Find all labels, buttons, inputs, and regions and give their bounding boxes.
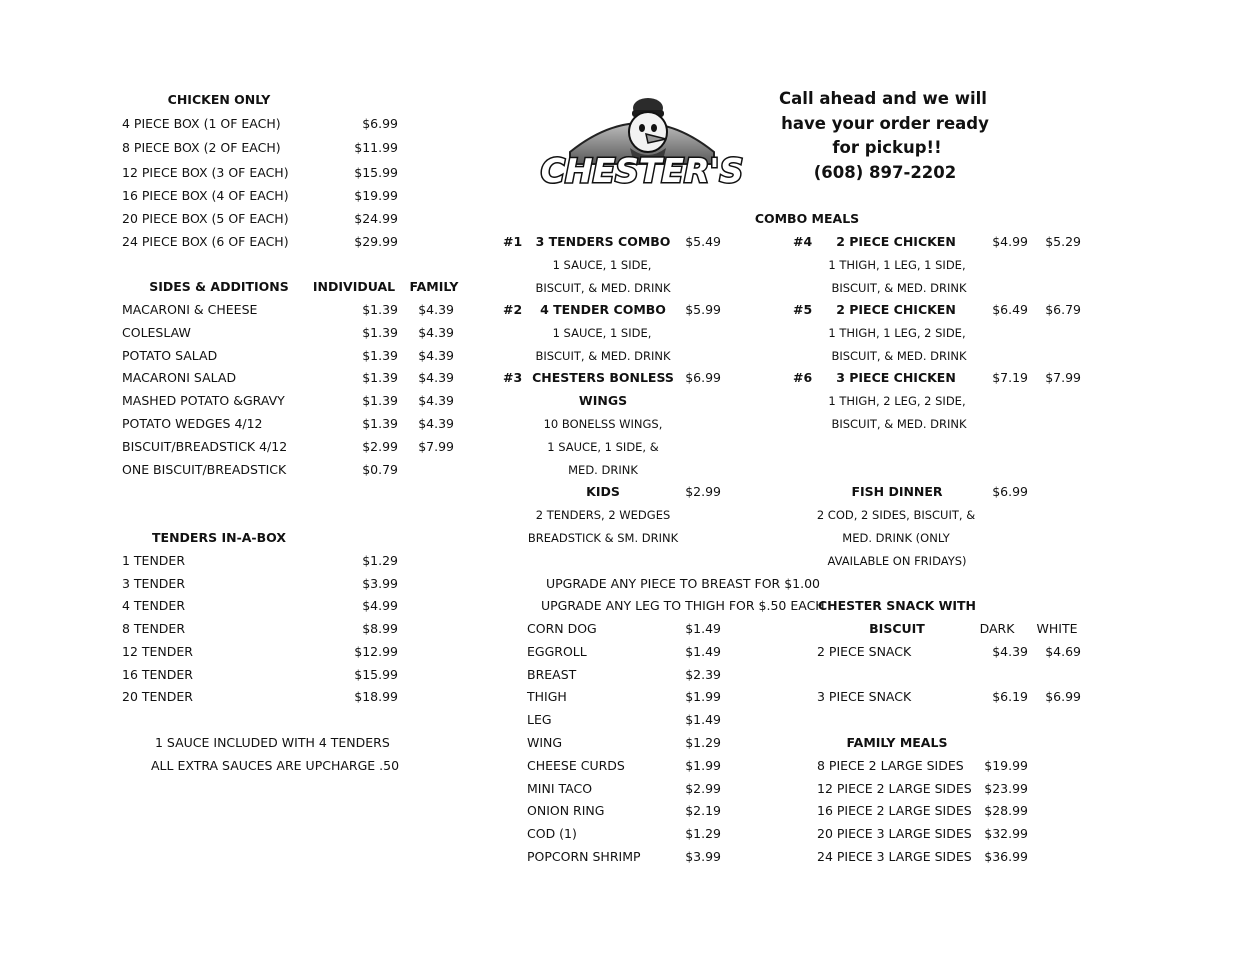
dark-header: DARK: [979, 621, 1015, 636]
menu-item-price: $1.99: [685, 689, 721, 704]
chesters-logo: [540, 84, 744, 196]
combo-description: 1 SAUCE, 1 SIDE,: [552, 326, 652, 340]
tenders-title: TENDERS IN-A-BOX: [152, 530, 286, 545]
family-price: $4.39: [418, 416, 454, 431]
combo-number: #5: [793, 302, 813, 317]
menu-item-name: 12 TENDER: [122, 644, 193, 659]
combo-name: 2 PIECE CHICKEN: [836, 302, 956, 317]
combo-price-dark: $7.19: [992, 370, 1028, 385]
combo-description: BISCUIT, & MED. DRINK: [535, 349, 671, 363]
combo-number: #1: [503, 234, 523, 249]
menu-item-price: $24.99: [354, 211, 398, 226]
family-price: $4.39: [418, 348, 454, 363]
menu-item-price: $1.29: [362, 553, 398, 568]
menu-item-price: $6.99: [362, 116, 398, 131]
snack-title: CHESTER SNACK WITH: [818, 598, 976, 613]
menu-item-price: $15.99: [354, 667, 398, 682]
phone-number: (608) 897-2202: [813, 163, 957, 182]
menu-item-name: ONION RING: [527, 803, 605, 818]
menu-item-price: $18.99: [354, 689, 398, 704]
menu-item-price: $1.99: [685, 758, 721, 773]
menu-item-name: 16 PIECE BOX (4 OF EACH): [122, 188, 289, 203]
family-price: $7.99: [418, 439, 454, 454]
combo-number: #4: [793, 234, 813, 249]
menu-item-name: 16 TENDER: [122, 667, 193, 682]
menu-item-name: 1 TENDER: [122, 553, 186, 568]
combo-description: 1 THIGH, 1 LEG, 2 SIDE,: [828, 326, 966, 340]
menu-item-name: POTATO WEDGES 4/12: [122, 416, 263, 431]
individual-price: $1.39: [362, 348, 398, 363]
menu-item-name: POTATO SALAD: [122, 348, 218, 363]
callout-line: Call ahead and we will: [779, 89, 987, 108]
white-price: $6.99: [1045, 689, 1081, 704]
menu-item-name: MACARONI SALAD: [122, 370, 237, 385]
individual-price: $1.39: [362, 302, 398, 317]
menu-item-name: 12 PIECE BOX (3 OF EACH): [122, 165, 289, 180]
individual-price: $1.39: [362, 416, 398, 431]
combo-description: BISCUIT, & MED. DRINK: [831, 281, 967, 295]
menu-item-price: $19.99: [354, 188, 398, 203]
menu-item-name: LEG: [527, 712, 552, 727]
sauce-upcharge-note: ALL EXTRA SAUCES ARE UPCHARGE .50: [151, 758, 400, 773]
combo-name: 2 PIECE CHICKEN: [836, 234, 956, 249]
menu-item-name: MINI TACO: [527, 781, 593, 796]
chicken-only-title: CHICKEN ONLY: [167, 92, 271, 107]
white-header: WHITE: [1036, 621, 1078, 636]
svg-text:CHESTER'S: CHESTER'S: [540, 151, 744, 190]
fish-dinner-name: FISH DINNER: [851, 484, 943, 499]
combo-description: 1 SAUCE, 1 SIDE,: [552, 258, 652, 272]
combo-price-dark: $4.99: [992, 234, 1028, 249]
individual-price: $1.39: [362, 393, 398, 408]
sides-title: SIDES & ADDITIONS: [149, 279, 289, 294]
combo-name: 3 PIECE CHICKEN: [836, 370, 956, 385]
menu-item-name: 20 PIECE 3 LARGE SIDES: [817, 826, 972, 841]
upgrade-thigh-note: UPGRADE ANY LEG TO THIGH FOR $.50 EACH: [541, 598, 825, 613]
menu-item-price: $11.99: [354, 140, 398, 155]
kids-meal-description: BREADSTICK & SM. DRINK: [527, 531, 679, 545]
menu-item-name: THIGH: [527, 689, 567, 704]
menu-item-price: $1.29: [685, 826, 721, 841]
individual-price: $1.39: [362, 325, 398, 340]
kids-meal-name: KIDS: [586, 484, 620, 499]
menu-item-name: 12 PIECE 2 LARGE SIDES: [817, 781, 972, 796]
menu-item-name: CORN DOG: [527, 621, 597, 636]
combo-price-dark: $6.49: [992, 302, 1028, 317]
menu-item-name: COLESLAW: [122, 325, 191, 340]
combo-number: #3: [503, 370, 523, 385]
fish-dinner-description: 2 COD, 2 SIDES, BISCUIT, &: [816, 508, 976, 522]
menu-item-price: $1.49: [685, 712, 721, 727]
dark-price: $6.19: [992, 689, 1028, 704]
combo-price: $6.99: [685, 370, 721, 385]
combo-number: #2: [503, 302, 523, 317]
menu-item-name: ONE BISCUIT/BREADSTICK: [122, 462, 287, 477]
menu-item-name: 24 PIECE 3 LARGE SIDES: [817, 849, 972, 864]
family-header: FAMILY: [409, 279, 459, 294]
menu-item-name: 16 PIECE 2 LARGE SIDES: [817, 803, 972, 818]
menu-item-name: WING: [527, 735, 563, 750]
menu-item-name: EGGROLL: [527, 644, 587, 659]
menu-item-price: $32.99: [984, 826, 1028, 841]
menu-item-price: $12.99: [354, 644, 398, 659]
menu-item-name: 8 TENDER: [122, 621, 186, 636]
menu-item-name: 24 PIECE BOX (6 OF EACH): [122, 234, 289, 249]
combo-description: MED. DRINK: [568, 463, 638, 477]
menu-item-price: $4.99: [362, 598, 398, 613]
combo-description: 1 THIGH, 1 LEG, 1 SIDE,: [828, 258, 966, 272]
individual-price: $1.39: [362, 370, 398, 385]
combo-price-white: $6.79: [1045, 302, 1081, 317]
menu-item-name: MACARONI & CHEESE: [122, 302, 258, 317]
family-price: $4.39: [418, 302, 454, 317]
fish-dinner-description: MED. DRINK (ONLY: [842, 531, 950, 545]
combo-description: BISCUIT, & MED. DRINK: [831, 349, 967, 363]
menu-item-price: $28.99: [984, 803, 1028, 818]
menu-item-name: BREAST: [527, 667, 577, 682]
menu-item-name: MASHED POTATO &GRAVY: [122, 393, 285, 408]
combo-name: 4 TENDER COMBO: [540, 302, 666, 317]
kids-meal-price: $2.99: [685, 484, 721, 499]
callout-line: have your order ready: [781, 114, 989, 133]
individual-price: $2.99: [362, 439, 398, 454]
combo-description: 10 BONELSS WINGS,: [543, 417, 663, 431]
menu-item-price: $2.19: [685, 803, 721, 818]
menu-item-name: POPCORN SHRIMP: [527, 849, 641, 864]
menu-item-price: $29.99: [354, 234, 398, 249]
combo-name: 3 TENDERS COMBO: [535, 234, 671, 249]
menu-item-name: 2 PIECE SNACK: [817, 644, 912, 659]
combo-price: $5.99: [685, 302, 721, 317]
menu-item-price: $2.39: [685, 667, 721, 682]
menu-item-name: CHEESE CURDS: [527, 758, 625, 773]
menu-item-name: 4 TENDER: [122, 598, 186, 613]
menu-item-price: $19.99: [984, 758, 1028, 773]
menu-item-price: $2.99: [685, 781, 721, 796]
combo-description: BISCUIT, & MED. DRINK: [535, 281, 671, 295]
menu-item-name: 3 TENDER: [122, 576, 186, 591]
individual-price: $0.79: [362, 462, 398, 477]
combo-price-white: $7.99: [1045, 370, 1081, 385]
menu-item-price: $8.99: [362, 621, 398, 636]
menu-item-name: COD (1): [527, 826, 577, 841]
dark-price: $4.39: [992, 644, 1028, 659]
family-meals-title: FAMILY MEALS: [846, 735, 948, 750]
menu-item-price: $3.99: [362, 576, 398, 591]
menu-item-price: $15.99: [354, 165, 398, 180]
fish-dinner-description: AVAILABLE ON FRIDAYS): [827, 554, 967, 568]
menu-item-price: $1.29: [685, 735, 721, 750]
snack-title-line2: BISCUIT: [869, 621, 925, 636]
combo-name: CHESTERS BONLESS: [532, 370, 674, 385]
combo-name-line2: WINGS: [578, 393, 628, 408]
family-price: $4.39: [418, 325, 454, 340]
menu-item-price: $1.49: [685, 621, 721, 636]
combo-description: BISCUIT, & MED. DRINK: [831, 417, 967, 431]
menu-item-name: BISCUIT/BREADSTICK 4/12: [122, 439, 288, 454]
combo-description: 1 SAUCE, 1 SIDE, &: [547, 440, 659, 454]
combo-number: #6: [793, 370, 813, 385]
menu-item-price: $1.49: [685, 644, 721, 659]
callout-line: for pickup!!: [832, 138, 942, 157]
menu-item-name: 8 PIECE BOX (2 OF EACH): [122, 140, 281, 155]
combo-description: 1 THIGH, 2 LEG, 2 SIDE,: [828, 394, 966, 408]
family-price: $4.39: [418, 393, 454, 408]
sauce-note: 1 SAUCE INCLUDED WITH 4 TENDERS: [155, 735, 390, 750]
family-price: $4.39: [418, 370, 454, 385]
combo-price-white: $5.29: [1045, 234, 1081, 249]
menu-item-price: $36.99: [984, 849, 1028, 864]
menu-item-name: 8 PIECE 2 LARGE SIDES: [817, 758, 964, 773]
white-price: $4.69: [1045, 644, 1081, 659]
fish-dinner-price: $6.99: [992, 484, 1028, 499]
combo-price: $5.49: [685, 234, 721, 249]
upgrade-breast-note: UPGRADE ANY PIECE TO BREAST FOR $1.00: [546, 576, 821, 591]
menu-item-name: 4 PIECE BOX (1 OF EACH): [122, 116, 281, 131]
menu-item-name: 3 PIECE SNACK: [817, 689, 912, 704]
menu-item-price: $23.99: [984, 781, 1028, 796]
menu-item-name: 20 PIECE BOX (5 OF EACH): [122, 211, 289, 226]
menu-item-name: 20 TENDER: [122, 689, 193, 704]
individual-header: INDIVIDUAL: [312, 279, 396, 294]
menu-item-price: $3.99: [685, 849, 721, 864]
kids-meal-description: 2 TENDERS, 2 WEDGES: [535, 508, 671, 522]
combo-meals-title: COMBO MEALS: [754, 211, 860, 226]
